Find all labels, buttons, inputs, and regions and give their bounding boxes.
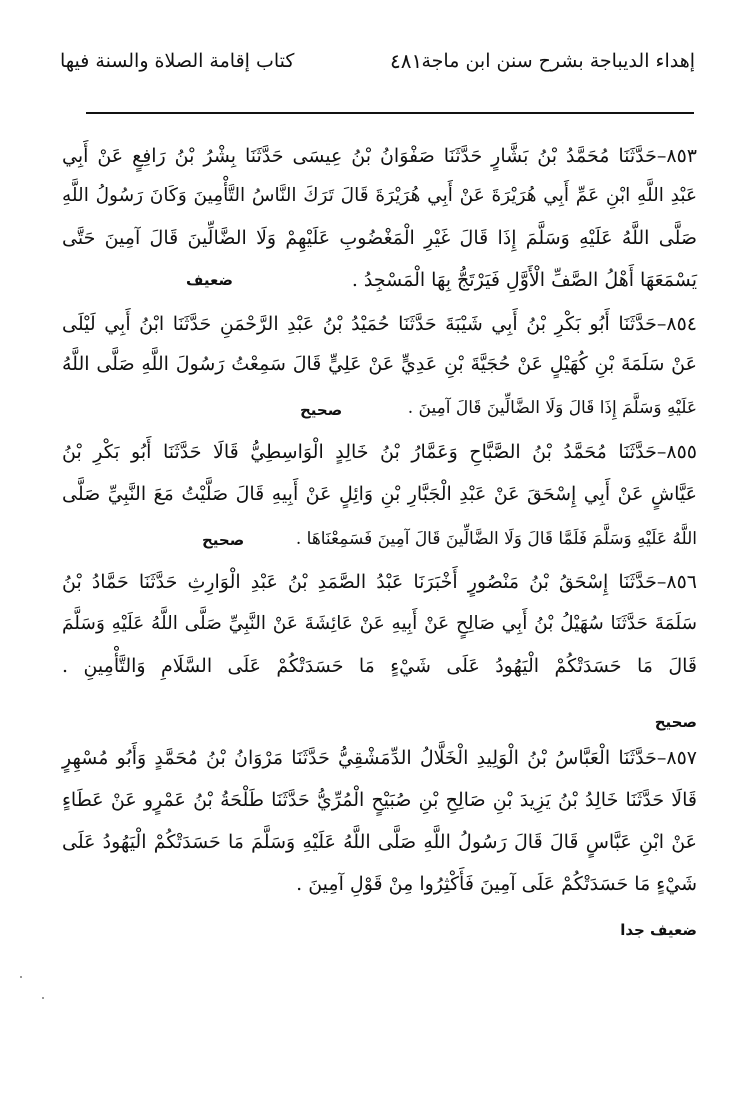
hadith-856-line-1: ٨٥٦–حَدَّثَنَا إِسْحَقُ بْنُ مَنْصُورٍ أَخْبَرَنَا عَبْدُ الصَّمَدِ بْنُ عَبْدِ الْوَارِثِ حَدَّثَنَا حَمَّادُ بْنُ: [62, 571, 697, 593]
page-header: [60, 44, 695, 78]
hadith-857-line-2: قَالَا حَدَّثَنَا خَالِدُ بْنُ يَزِيدَ بْنِ صَالِحِ بْنِ صُبَيْحٍ الْمُرِّيُّ حَدَّثَنَا طَلْحَةُ بْنُ عَمْرٍو عَنْ عَطَاءٍ: [62, 789, 697, 811]
hadith-855-line-3: اللَّهُ عَلَيْهِ وَسَلَّمَ فَلَمَّا قَالَ وَلَا الضَّالِّينَ قَالَ آمِينَ فَسَمِعْنَاهَا .: [295, 528, 697, 548]
hadith-854-line-1: ٨٥٤–حَدَّثَنَا أَبُو بَكْرِ بْنُ أَبِي شَيْبَةَ حَدَّثَنَا حُمَيْدُ بْنُ عَبْدِ الرَّحْمَنِ حَدَّثَنَا ابْنُ أَبِي لَيْلَى: [62, 313, 697, 335]
hadith-857-line-3: عَنْ ابْنِ عَبَّاسٍ قَالَ قَالَ رَسُولُ اللَّهِ صَلَّى اللَّهُ عَلَيْهِ وَسَلَّمَ مَا حَسَدَتْكُمْ الْيَهُودُ عَلَى: [62, 831, 697, 853]
hadith-857-grade: ضعيف جدا: [620, 921, 697, 939]
book-title: إهداء الديباجة بشرح سنن ابن ماجة: [421, 50, 695, 72]
scan-speck: [20, 976, 22, 978]
page-number: ٤٨١: [390, 49, 423, 73]
hadith-857-line-4: شَيْءٍ مَا حَسَدَتْكُمْ عَلَى آمِينَ فَأَكْثِرُوا مِنْ قَوْلِ آمِينَ .: [296, 873, 697, 895]
hadith-855-line-1: ٨٥٥–حَدَّثَنَا مُحَمَّدُ بْنُ الصَّبَّاحِ وَعَمَّارُ بْنُ خَالِدٍ الْوَاسِطِيُّ قَالَا حَدَّثَنَا أَبُو بَكْرِ بْنُ: [62, 441, 697, 463]
hadith-853-line-1: ٨٥٣–حَدَّثَنَا مُحَمَّدُ بْنُ بَشَّارٍ حَدَّثَنَا صَفْوَانُ بْنُ عِيسَى حَدَّثَنَا بِشْرُ بْنُ رَافِعٍ عَنْ أَبِي: [62, 145, 697, 167]
hadith-855-grade: صحيح: [202, 531, 245, 549]
hadith-855-line-2: عَيَّاشٍ عَنْ أَبِي إِسْحَقَ عَنْ عَبْدِ الْجَبَّارِ بْنِ وَائِلٍ عَنْ أَبِيهِ قَالَ صَلَّيْتُ مَعَ النَّبِيِّ صَلَّى: [62, 483, 697, 505]
header-divider: [86, 112, 694, 114]
hadith-853-line-4: يَسْمَعَهَا أَهْلُ الصَّفِّ الْأَوَّلِ فَيَرْتَجُّ بِهَا الْمَسْجِدُ .: [351, 269, 697, 291]
chapter-title: كتاب إقامة الصلاة والسنة فيها: [60, 50, 295, 72]
hadith-854-grade: صحيح: [300, 401, 343, 419]
hadith-856-line-3: قَالَ مَا حَسَدَتْكُمْ الْيَهُودُ عَلَى شَيْءٍ مَا حَسَدَتْكُمْ عَلَى السَّلَامِ وَالتَّأْمِينِ .: [62, 655, 697, 677]
hadith-853-grade: ضعيف: [186, 271, 233, 289]
hadith-854-line-2: عَنْ سَلَمَةَ بْنِ كُهَيْلٍ عَنْ حُجَيَّةَ بْنِ عَدِيٍّ عَنْ عَلِيٍّ قَالَ سَمِعْتُ رَسُولَ اللَّهِ صَلَّى اللَّهُ: [62, 353, 697, 375]
scan-speck: [42, 997, 44, 999]
hadith-854-line-3: عَلَيْهِ وَسَلَّمَ إِذَا قَالَ وَلَا الضَّالِّينَ قَالَ آمِينَ .: [407, 398, 697, 418]
hadith-853-line-3: صَلَّى اللَّهُ عَلَيْهِ وَسَلَّمَ إِذَا قَالَ غَيْرِ الْمَغْضُوبِ عَلَيْهِمْ وَلَا الضَّالِّينَ قَالَ آمِينَ حَتَّى: [62, 227, 697, 249]
hadith-857-line-1: ٨٥٧–حَدَّثَنَا الْعَبَّاسُ بْنُ الْوَلِيدِ الْخَلَّالُ الدِّمَشْقِيُّ حَدَّثَنَا مَرْوَانُ بْنُ مُحَمَّدٍ وَأَبُو مُسْهِرٍ: [62, 747, 697, 769]
hadith-853-line-2: عَبْدِ اللَّهِ ابْنِ عَمِّ أَبِي هُرَيْرَةَ عَنْ أَبِي هُرَيْرَةَ قَالَ تَرَكَ النَّاسُ التَّأْمِينَ وَكَانَ رَسُولُ اللَّهِ: [62, 185, 697, 206]
hadith-856-grade: صحيح: [654, 713, 697, 731]
hadith-856-line-2: سَلَمَةَ حَدَّثَنَا سُهَيْلُ بْنُ أَبِي صَالِحٍ عَنْ أَبِيهِ عَنْ عَائِشَةَ عَنْ النَّبِيِّ صَلَّى اللَّهُ عَلَيْهِ وَسَلَّمَ: [62, 613, 697, 634]
